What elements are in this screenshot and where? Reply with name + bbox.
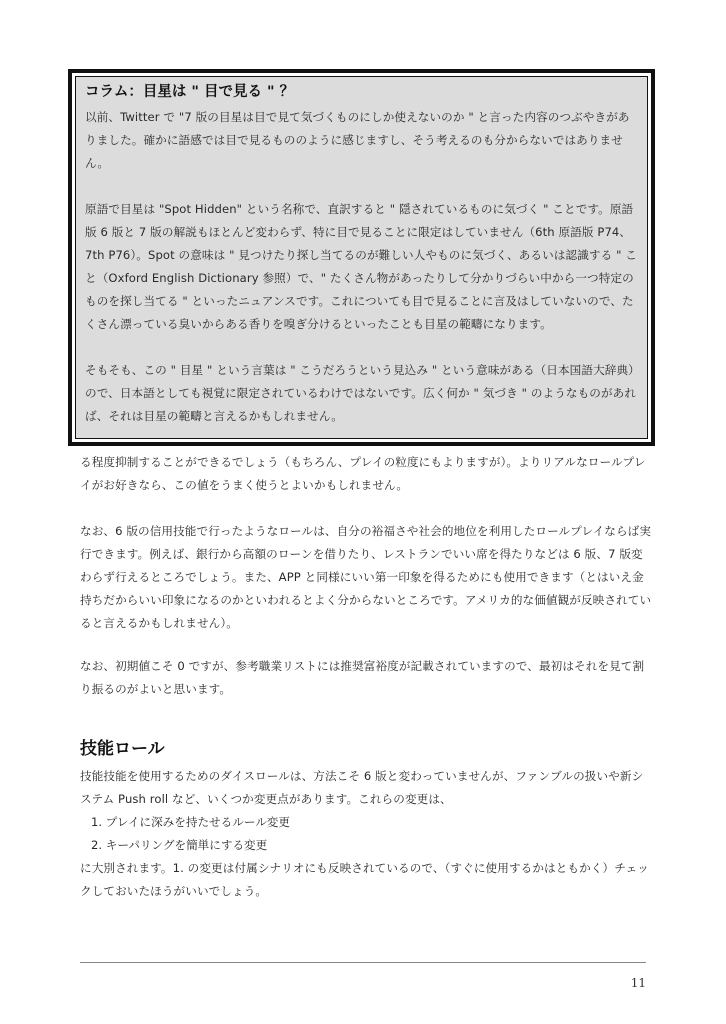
body-paragraph-2-block xyxy=(80,520,652,635)
section-outro: に大別されます。1. の変更は付属シナリオにも反映されているので、（すぐに使用するかはともかく）チェックしておいたほうがいいでしょう。 xyxy=(80,861,649,898)
body-paragraph-2: なお、6 版の信用技能で行ったようなロールは、自分の裕福さや社会的地位を利用したロールプレイならば実行できます。例えば、銀行から高額のローンを借りたり、レストランでいい席を得たりなどは 6 版、7 版変わらず行えるところでしょう。また、APP と同様にいい第一印象を得るためにも使用できます（とはいえ金持ちだからいい印象になるのかといわれるとよく分からないところです。アメリカ的な価値観が反映されていると言えるかもしれません）。 xyxy=(80,524,652,630)
body-paragraph-3: なお、初期値こそ 0 ですが、参考職業リストには推奨富裕度が記載されていますので、最初はそれを見て割り振るのがよいと思います。 xyxy=(80,659,645,696)
column-title: コラム：目星は " 目で見る " ？ xyxy=(85,84,295,100)
column-box xyxy=(68,69,655,446)
page-number: 11 xyxy=(630,976,646,990)
change-list xyxy=(80,811,652,857)
column-paragraph-1: 以前、Twitter で "7 版の目星は目で見て気づくものにしか使えないのか " と言った内容のつぶやきがありました。確かに語感では目で見るもののように感じますし、そう考えるのも分からないではありません。 xyxy=(85,110,630,170)
column-paragraph-2: 原語で目星は "Spot Hidden" という名称で、直訳すると " 隠されているものに気づく " ことです。原語版 6 版と 7 版の解説もほとんど変わらず、特に目で見ることに限定はしていません（6th 原語版 P74、7th P76）。Spot の意味は " 見つけたり探し当てるのが難しい人やものに気づく、あるいは認識する " こと（Oxford English Dictionary 参照）で、" たくさん物があったりして分かりづらい中から一つ特定のものを探し当てる " といったニュアンスです。これについても目で見ることに言及はしていないので、たくさん漂っている臭いからある香りを嗅ぎ分けるといったことも目星の範疇になります。 xyxy=(85,202,637,331)
section-intro: 技能技能を使用するためのダイスロールは、方法こそ 6 版と変わっていませんが、ファンブルの扱いや新システム Push roll など、いくつか変更点があります。これらの変更は、 xyxy=(80,769,644,806)
body-paragraph-1-block xyxy=(80,451,652,497)
list-item: 1. プレイに深みを持たせるルール変更 xyxy=(91,815,290,829)
section-body xyxy=(80,765,652,903)
body-paragraph-3-block xyxy=(80,655,652,701)
column-inner xyxy=(75,76,648,439)
footer-divider xyxy=(80,962,646,963)
section-heading: 技能ロール xyxy=(80,739,165,759)
column-paragraph-3: そもそも、この " 目星 " という言葉は " こうだろうという見込み " という意味がある（日本国語大辞典）ので、日本語としても視覚に限定されているわけではないです。広く何か " 気づき " のようなものがあれば、それは目星の範疇と言えるかもしれません。 xyxy=(85,363,637,423)
list-item: 2. キーパリングを簡単にする変更 xyxy=(91,838,268,852)
body-paragraph-1: る程度抑制することができるでしょう（もちろん、プレイの粒度にもよりますが）。よりリアルなロールプレイがお好きなら、この値をうまく使うとよいかもしれません。 xyxy=(80,455,646,492)
